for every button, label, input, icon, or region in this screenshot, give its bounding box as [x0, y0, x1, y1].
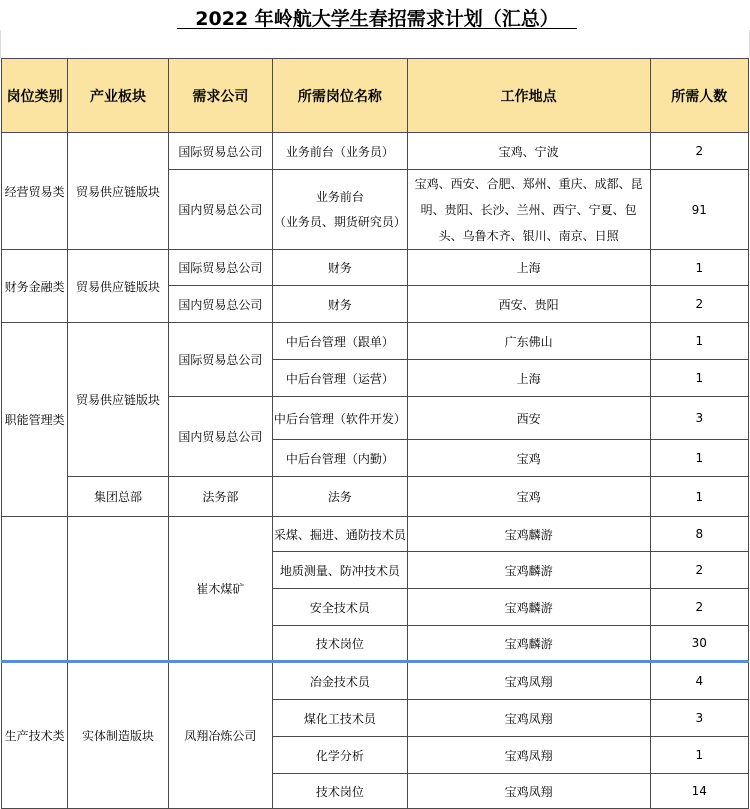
cell-count: 8 — [650, 517, 748, 552]
table-row — [2, 250, 749, 286]
cell-sector-empty — [68, 517, 168, 662]
cell-location: 宝鸡凤翔 — [407, 662, 650, 700]
cell-location: 宝鸡 — [407, 440, 650, 477]
header-location: 工作地点 — [407, 59, 650, 133]
cell-count: 1 — [650, 737, 748, 774]
cell-position — [273, 170, 408, 250]
cell-count: 1 — [650, 250, 748, 286]
cell-position: 地质测量、防冲技术员 — [273, 552, 408, 589]
cell-location: 宝鸡凤翔 — [407, 774, 650, 809]
cell-position: 安全技术员 — [273, 589, 408, 626]
cell-category-empty — [2, 517, 68, 662]
cell-count: 3 — [650, 700, 748, 737]
cell-count: 1 — [650, 360, 748, 397]
cell-location: 西安、贵阳 — [407, 286, 650, 323]
cell-count: 2 — [650, 286, 748, 323]
cell-position: 中后台管理（内勤） — [273, 440, 408, 477]
cell-location: 宝鸡麟游 — [407, 517, 650, 552]
grid-line — [0, 30, 1, 58]
cell-position: 煤化工技术员 — [273, 700, 408, 737]
header-position: 所需岗位名称 — [273, 59, 408, 133]
cell-position: 采煤、掘进、通防技术员 — [273, 517, 408, 552]
cell-count: 1 — [650, 440, 748, 477]
cell-company: 国内贸易总公司 — [168, 397, 272, 477]
cell-sector: 贸易供应链版块 — [68, 133, 168, 250]
position-line: （业务员、期货研究员） — [273, 214, 406, 229]
title-area — [0, 0, 750, 58]
cell-position: 中后台管理（跟单） — [273, 323, 408, 360]
cell-sector: 贸易供应链版块 — [68, 323, 168, 477]
cell-count: 2 — [650, 133, 748, 170]
cell-count: 14 — [650, 774, 748, 809]
cell-category: 职能管理类 — [2, 323, 68, 517]
cell-position: 冶金技术员 — [273, 662, 408, 700]
cell-position: 财务 — [273, 250, 408, 286]
table-row — [2, 662, 749, 700]
cell-count: 1 — [650, 323, 748, 360]
cell-category: 财务金融类 — [2, 250, 68, 323]
cell-location: 上海 — [407, 360, 650, 397]
cell-position: 技术岗位 — [273, 774, 408, 809]
cell-sector: 集团总部 — [68, 477, 168, 517]
cell-count: 2 — [650, 552, 748, 589]
cell-location: 宝鸡凤翔 — [407, 700, 650, 737]
cell-location: 宝鸡凤翔 — [407, 737, 650, 774]
position-line: 业务前台 — [315, 189, 364, 204]
cell-count: 30 — [650, 626, 748, 662]
cell-position: 中后台管理（软件开发） — [273, 397, 408, 440]
cell-location: 西安 — [407, 397, 650, 440]
table-row — [2, 517, 749, 552]
cell-company: 国际贸易总公司 — [168, 323, 272, 397]
cell-company: 崔木煤矿 — [168, 517, 272, 662]
cell-position: 化学分析 — [273, 737, 408, 774]
cell-company: 国际贸易总公司 — [168, 133, 272, 170]
cell-sector: 贸易供应链版块 — [68, 250, 168, 323]
cell-company: 国内贸易总公司 — [168, 170, 272, 250]
cell-sector: 实体制造版块 — [68, 662, 168, 809]
cell-position: 财务 — [273, 286, 408, 323]
cell-location: 广东佛山 — [407, 323, 650, 360]
table-row — [2, 133, 749, 170]
cell-location: 宝鸡麟游 — [407, 552, 650, 589]
cell-count: 4 — [650, 662, 748, 700]
table-row — [2, 323, 749, 360]
cell-company: 国内贸易总公司 — [168, 286, 272, 323]
cell-count: 2 — [650, 589, 748, 626]
cell-count: 3 — [650, 397, 748, 440]
cell-location: 宝鸡麟游 — [407, 626, 650, 662]
table-row — [2, 477, 749, 517]
cell-company: 法务部 — [168, 477, 272, 517]
cell-location: 上海 — [407, 250, 650, 286]
cell-location: 宝鸡、西安、合肥、郑州、重庆、成都、昆明、贵阳、长沙、兰州、西宁、宁夏、包头、乌鲁木齐、银川、南京、日照 — [407, 170, 650, 250]
header-company: 需求公司 — [168, 59, 272, 133]
sheet-title: 2022 年岭航大学生春招需求计划（汇总） — [177, 2, 577, 29]
header-count: 所需人数 — [650, 59, 748, 133]
cell-position: 中后台管理（运营） — [273, 360, 408, 397]
cell-count: 91 — [650, 170, 748, 250]
header-sector: 产业板块 — [68, 59, 168, 133]
header-row — [2, 59, 749, 133]
cell-location: 宝鸡、宁波 — [407, 133, 650, 170]
cell-category: 生产技术类 — [2, 662, 68, 809]
cell-position: 法务 — [273, 477, 408, 517]
header-category: 岗位类别 — [2, 59, 68, 133]
cell-category: 经营贸易类 — [2, 133, 68, 250]
cell-position: 技术岗位 — [273, 626, 408, 662]
cell-location: 宝鸡麟游 — [407, 589, 650, 626]
cell-count: 1 — [650, 477, 748, 517]
cell-company: 国际贸易总公司 — [168, 250, 272, 286]
cell-position: 业务前台（业务员） — [273, 133, 408, 170]
cell-company: 凤翔冶炼公司 — [168, 662, 272, 809]
cell-location: 宝鸡 — [407, 477, 650, 517]
recruitment-table — [1, 58, 749, 809]
